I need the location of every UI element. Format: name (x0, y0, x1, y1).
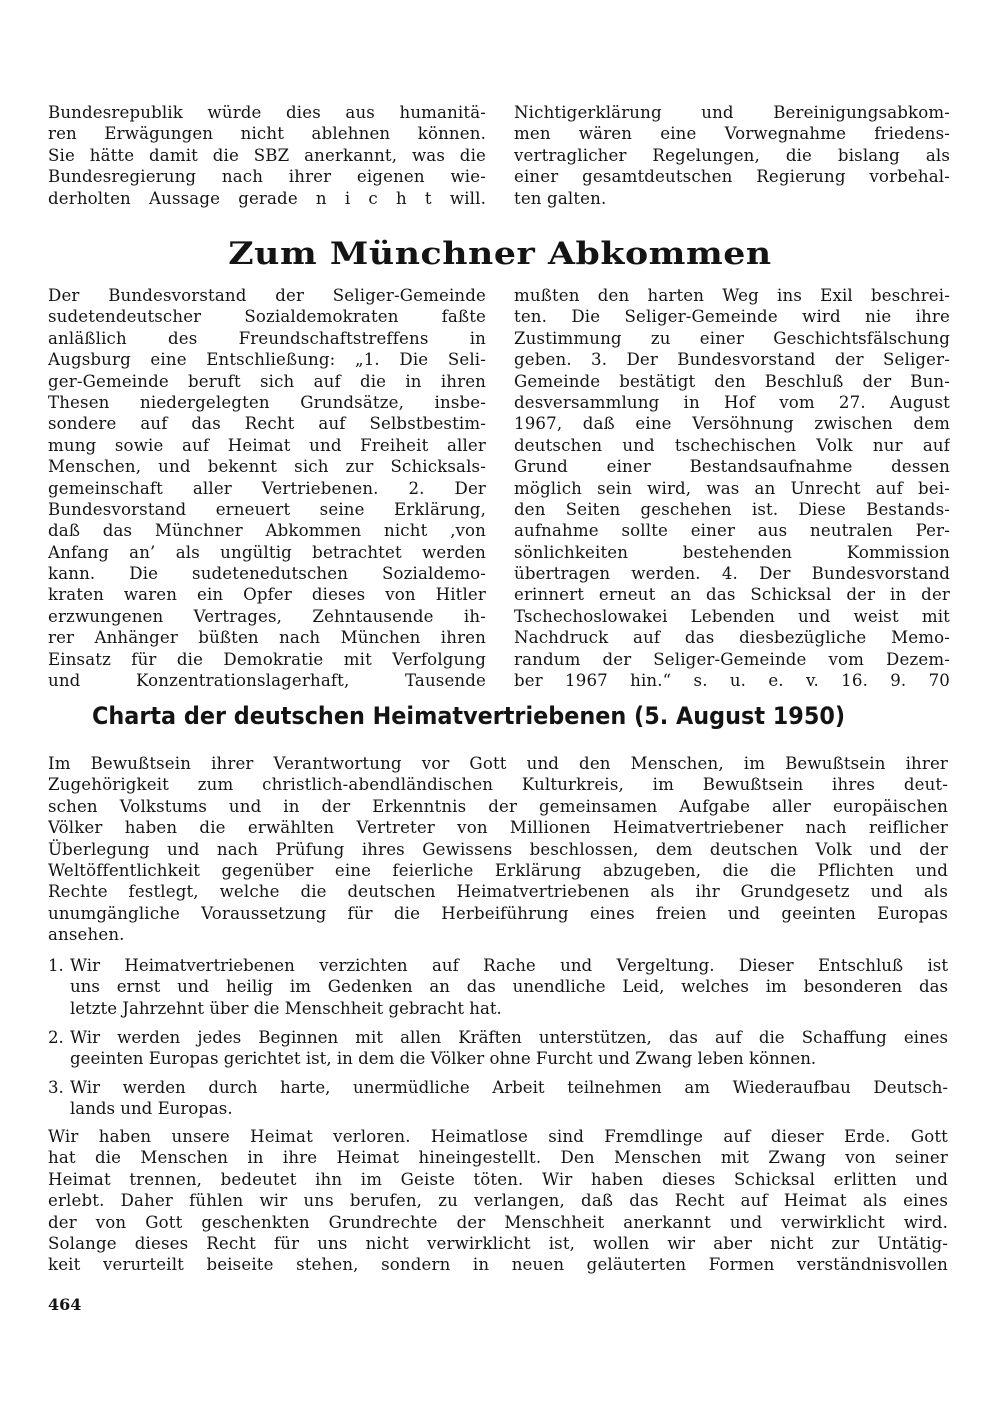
text-line: Grund einer Bestandsaufnahme dessen (514, 457, 950, 477)
text-line: ansehen. (48, 925, 125, 945)
top-right-column (514, 102, 950, 209)
text-line: Anfang an’ als ungültig betrachtet werden (48, 542, 486, 562)
text-line: übertragen werden. 4. Der Bundesvorstand (514, 564, 950, 584)
text-line: sondere auf das Recht auf Selbstbestim- (48, 414, 486, 434)
text-line: deutschen und tschechischen Volk nur auf (514, 435, 950, 455)
text-line: anläßlich des Freundschaftstreffens in (48, 328, 486, 348)
list-number: 2. (48, 1028, 64, 1047)
text-line: lands und Europas. (70, 1099, 233, 1119)
list-item-text (70, 1027, 948, 1070)
text-line: randum der Seliger-Gemeinde vom Dezem- (514, 649, 950, 669)
text-line: erzwungenen Vertrages, Zehntausende ih- (48, 606, 486, 626)
text-line: Einsatz für die Demokratie mit Verfolgung (48, 649, 486, 669)
text-line: und Konzentrationslagerhaft, Tausende (48, 671, 486, 691)
text-line: kraten waren ein Opfer dieses von Hitler (48, 585, 486, 605)
text-line: Wir werden jedes Beginnen mit allen Kräften unterstützen, das auf die Schaffung eines (70, 1028, 948, 1047)
text-line: Wir haben unsere Heimat verloren. Heimatlose sind Fremdlinge auf dieser Erde. Gott (48, 1127, 948, 1146)
text-line: schen Volkstums und in der Erkenntnis der gemeinsamen Aufgabe aller europäischen (48, 796, 948, 816)
text-line: Im Bewußtsein ihrer Verantwortung vor Gott und den Menschen, im Bewußtsein ihrer (48, 754, 948, 773)
page-number: 464 (48, 1295, 82, 1314)
text-line: sönlichkeiten bestehenden Kommission (514, 542, 950, 562)
text-line: Zustimmung zu einer Geschichtsfälschung (514, 328, 950, 348)
text-line: geben. 3. Der Bundesvorstand der Seliger- (514, 350, 950, 370)
text-line: erinnert erneut an das Schicksal der in der (514, 585, 950, 605)
text-line: Solange dieses Recht für uns nicht verwirklicht ist, wollen wir aber nicht zur Untätig- (48, 1233, 948, 1253)
text-line: desversammlung in Hof vom 27. August (514, 392, 950, 412)
text-line: letzte Jahrzehnt über die Menschheit gebracht hat. (70, 998, 502, 1018)
top-left-column (48, 102, 486, 209)
text-line: erlebt. Daher fühlen wir uns berufen, zu verlangen, daß das Recht auf Heimat als eines (48, 1191, 948, 1211)
text-line: mußten den harten Weg ins Exil beschrei- (514, 286, 950, 305)
text-line: einer gesamtdeutschen Regierung vorbehal- (514, 167, 950, 187)
text-line: der von Gott geschenkten Grundrechte der Menschheit anerkannt und verwirklicht wird. (48, 1212, 948, 1232)
text-line: Augsburg eine Entschließung: „1. Die Seli- (48, 350, 486, 370)
section-heading-charta: Charta der deutschen Heimatvertriebenen (5. August 1950) (92, 702, 846, 730)
text-line: Bundesrepublik würde dies aus humanitä- (48, 103, 486, 122)
text-line: ger-Gemeinde beruft sich auf die in ihren (48, 371, 486, 391)
text-line: Nachdruck auf das diesbezügliche Memo- (514, 628, 950, 648)
text-line: derholten Aussage gerade n i c h t will. (48, 188, 486, 208)
charta-closing-paragraph (48, 1126, 948, 1276)
list-item-text (70, 955, 948, 1019)
text-line: Der Bundesvorstand der Seliger-Gemeinde (48, 286, 486, 305)
text-line: unumgängliche Voraussetzung für die Herbeiführung eines freien und geeinten Europas (48, 903, 948, 923)
text-line: Nichtigerklärung und Bereinigungsabkom- (514, 103, 950, 122)
text-line: kann. Die sudetenedutschen Sozialdemo- (48, 564, 486, 584)
text-line: Rechte festlegt, welche die deutschen Heimatvertriebenen als ihr Grundgesetz und als (48, 882, 948, 902)
list-item-text (70, 1077, 948, 1120)
text-line: geeinten Europas gerichtet ist, in dem die Völker ohne Furcht und Zwang leben können. (70, 1049, 817, 1069)
text-line: Sie hätte damit die SBZ anerkannt, was die (48, 145, 486, 165)
text-line: keit verurteilt beiseite stehen, sondern in neuen geläuterten Formen verständnisvollen (48, 1255, 948, 1275)
text-line: uns ernst und heilig im Gedenken an das unendliche Leid, welches im besonderen das (70, 977, 948, 997)
text-line: Gemeinde bestätigt den Beschluß der Bun- (514, 371, 950, 391)
text-line: rer Anhänger büßten nach München ihren (48, 628, 486, 648)
text-line: ten galten. (514, 188, 607, 208)
list-number: 1. (48, 956, 64, 975)
text-line: men wären eine Vorwegnahme friedens- (514, 124, 950, 144)
text-line: 1967, daß eine Versöhnung zwischen dem (514, 414, 950, 434)
text-line: Bundesvorstand erneuert seine Erklärung, (48, 499, 486, 519)
text-line: ten. Die Seliger-Gemeinde wird nie ihre (514, 307, 950, 327)
text-line: daß das Münchner Abkommen nicht ‚von (48, 521, 486, 541)
text-line: sudetendeutscher Sozialdemokraten faßte (48, 307, 486, 327)
text-line: Überlegung und nach Prüfung ihres Gewissens beschlossen, dem deutschen Volk und der (48, 839, 948, 859)
text-line: Thesen niedergelegten Grundsätze, insbe- (48, 392, 486, 412)
list-number: 3. (48, 1078, 64, 1097)
text-line: Bundesregierung nach ihrer eigenen wie- (48, 167, 486, 187)
text-line: Weltöffentlichkeit gegenüber eine feierliche Erklärung abzugeben, die die Pflichten und (48, 860, 948, 880)
text-line: hat die Menschen in ihre Heimat hineingestellt. Den Menschen mit Zwang von seiner (48, 1148, 948, 1168)
text-line: den Seiten geschehen ist. Diese Bestands- (514, 499, 950, 519)
text-line: Wir werden durch harte, unermüdliche Arbeit teilnehmen am Wiederaufbau Deutsch- (70, 1078, 948, 1097)
text-line: Wir Heimatvertriebenen verzichten auf Rache und Vergeltung. Dieser Entschluß ist (70, 956, 948, 975)
text-line: ren Erwägungen nicht ablehnen können. (48, 124, 486, 144)
text-line: Menschen, und bekennt sich zur Schicksals- (48, 457, 486, 477)
text-line: gemeinschaft aller Vertriebenen. 2. Der (48, 478, 486, 498)
text-line: Heimat trennen, bedeutet ihn im Geiste töten. Wir haben dieses Schicksal erlitten und (48, 1169, 948, 1189)
muenchner-right-column (514, 285, 950, 691)
text-line: ber 1967 hin.“ s. u. e. v. 16. 9. 70 (514, 671, 950, 691)
text-line: Tschechoslowakei Lebenden und weist mit (514, 606, 950, 626)
text-line: möglich sein wird, was an Unrecht auf bei- (514, 478, 950, 498)
text-line: Völker haben die erwählten Vertreter von Millionen Heimatvertriebener nach reiflicher (48, 818, 948, 838)
charta-intro-paragraph (48, 753, 948, 946)
text-line: vertraglicher Regelungen, die bislang als (514, 145, 950, 165)
text-line: Zugehörigkeit zum christlich-abendländischen Kulturkreis, im Bewußtsein ihres deut- (48, 775, 948, 795)
section-heading-muenchner-abkommen: Zum Münchner Abkommen (228, 236, 772, 272)
muenchner-left-column (48, 285, 486, 691)
text-line: aufnahme sollte einer aus neutralen Per- (514, 521, 950, 541)
text-line: mung sowie auf Heimat und Freiheit aller (48, 435, 486, 455)
